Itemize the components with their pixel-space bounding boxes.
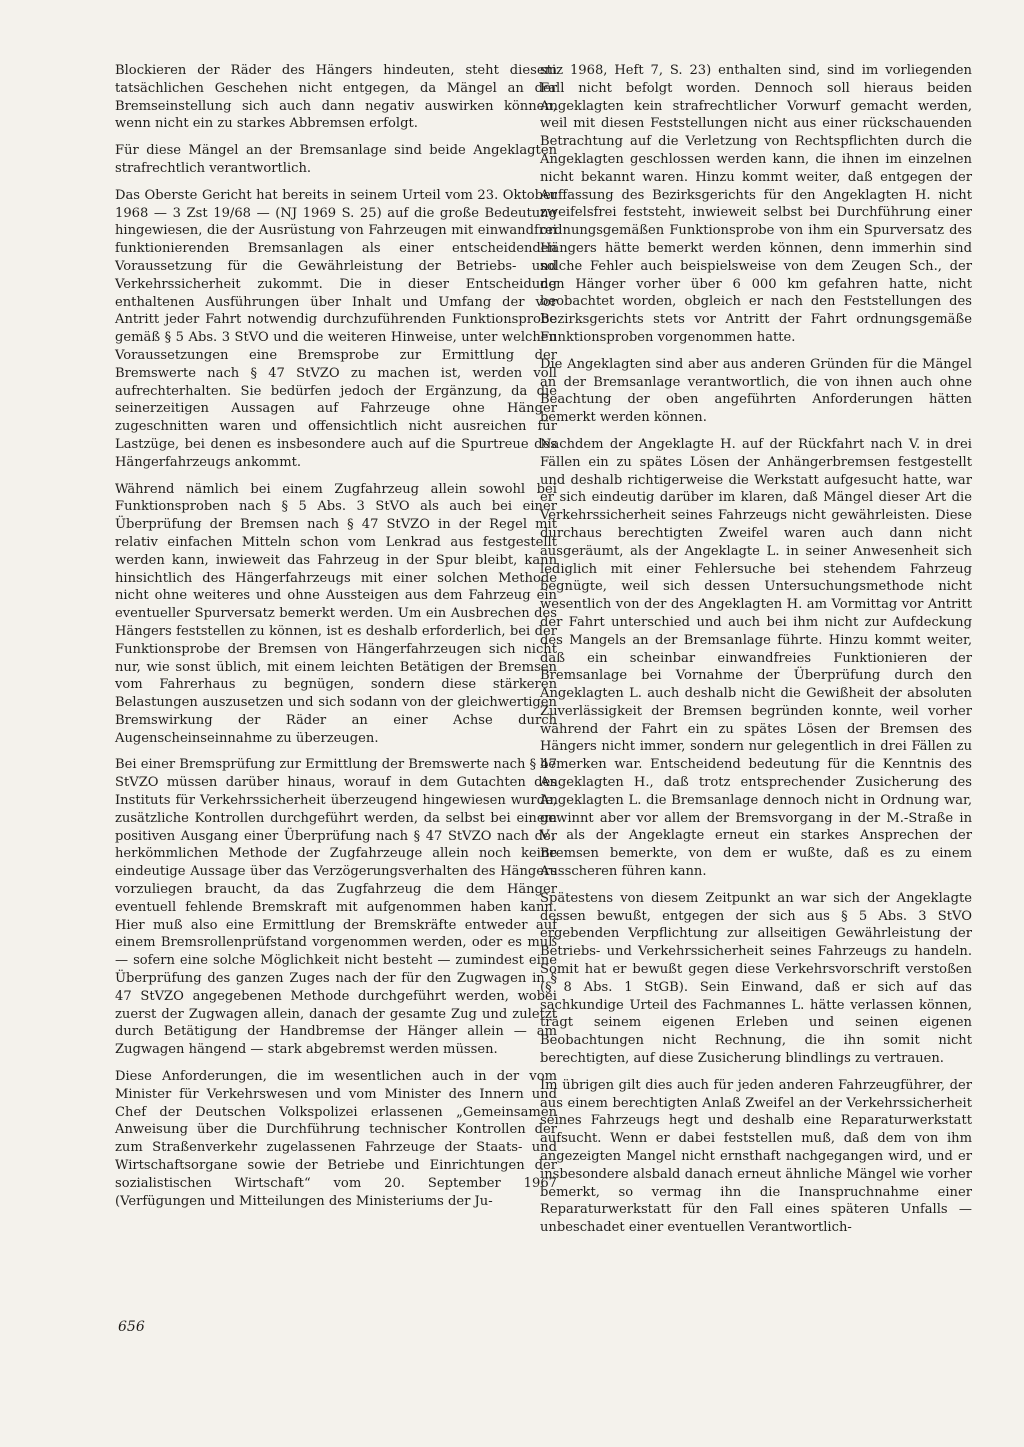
paragraph: Während nämlich bei einem Zugfahrzeug allein sowohl bei Funktionsproben nach § 5 Abs. 3 StVO als auch bei einer Überprüfung der Bremsen nach § 47 StVZO in der Regel mit relativ einfachen Mitteln schon vom Lenkrad aus festgestellt werden kann, inwieweit das Fahrzeug in der Spur bleibt, kann hinsichtlich des Hängerfahrzeugs mit einer solchen Methode nicht ohne weiteres und ohne Aussteigen aus dem Fahrzeug ein eventueller Spurversatz bemerkt werden. Um ein Ausbrechen des Hängers feststellen zu können, ist es deshalb erforderlich, bei der Funktionsprobe der Bremsen von Hängerfahrzeugen sich nicht nur, wie sonst üblich, mit einem leichten Betätigen der Bremsen vom Fahrerhaus zu begnügen, sondern diese stärkeren Belastungen auszusetzen und sich sodann von der gleichwertigen Bremswirkung der Räder an einer Achse durch Augenscheinseinnahme zu überzeugen. [115, 481, 557, 746]
paragraph: Spätestens von diesem Zeitpunkt an war sich der Angeklagte dessen bewußt, entgegen der sich aus § 5 Abs. 3 StVO ergebenden Verpflichtung zur allseitigen Gewährleistung der Betriebs- und Verkehrssicherheit seines Fahrzeugs zu handeln. Somit hat er bewußt gegen diese Verkehrsvorschrift verstoßen (§ 8 Abs. 1 StGB). Sein Einwand, daß er sich auf das sachkundige Urteil des Fachmannes L. hätte verlassen können, trägt seinem eigenen Erleben und seinen eigenen Beobachtungen nicht Rechnung, die ihn somit nicht berechtigten, auf diese Zusicherung blindlings zu vertrauen. [540, 890, 972, 1067]
right-column [540, 62, 972, 1246]
paragraph: Bei einer Bremsprüfung zur Ermittlung der Bremswerte nach § 47 StVZO müssen darüber hinaus, worauf in dem Gutachten des Instituts für Verkehrssicherheit überzeugend hingewiesen wurde, zusätzliche Kontrollen durchgeführt werden, da selbst bei einem positiven Ausgang einer Überprüfung nach § 47 StVZO nach der herkömmlichen Methode der Zugfahrzeuge allein noch keine eindeutige Aussage über das Verzögerungsverhalten des Hängers vorzuliegen braucht, da das Zugfahrzeug die dem Hänger eventuell fehlende Bremskraft mit aufgenommen haben kann. Hier muß also eine Ermittlung der Bremskräfte entweder auf einem Bremsrollenprüfstand vorgenommen werden, oder es muß — sofern eine solche Möglichkeit nicht besteht — zumindest eine Überprüfung des ganzen Zuges nach der für den Zugwagen in § 47 StVZO angegebenen Methode durchgeführt werden, wobei zuerst der Zugwagen allein, danach der gesamte Zug und zuletzt durch Betätigung der Handbremse der Hänger allein — am Zugwagen hängend — stark abgebremst werden müssen. [115, 757, 557, 1058]
paragraph: Das Oberste Gericht hat bereits in seinem Urteil vom 23. Oktober 1968 — 3 Zst 19/68 — (NJ 1969 S. 25) auf die große Bedeutung hingewiesen, die der Ausrüstung von Fahrzeugen mit einwandfrei funktionierenden Bremsanlagen als einer entscheidenden Voraussetzung für die Gewährleistung der Betriebs- und Verkehrssicherheit zukommt. Die in dieser Entscheidung enthaltenen Ausführungen über Inhalt und Umfang der vor Antritt jeder Fahrt notwendig durchzuführenden Funktionsprobe gemäß § 5 Abs. 3 StVO und die weiteren Hinweise, unter welchen Voraussetzungen eine Bremsprobe zur Ermittlung der Bremswerte nach § 47 StVZO zu machen ist, werden voll aufrechterhalten. Sie bedürfen jedoch der Ergänzung, da die seinerzeitigen Aussagen auf Fahrzeuge ohne Hänger zugeschnitten waren und offensichtlich nicht ausreichen für Lastzüge, bei denen es insbesondere auch auf die Spurtreue des Hängerfahrzeugs ankommt. [115, 187, 557, 470]
page-number: 656 [118, 1319, 145, 1335]
paragraph: Für diese Mängel an der Bremsanlage sind beide Angeklagten strafrechtlich verantwortlich. [115, 143, 557, 176]
paragraph: Diese Anforderungen, die im wesentlichen auch in der vom Minister für Verkehrswesen und vom Minister des Innern und Chef der Deutschen Volkspolizei erlassenen „Gemeinsamen Anweisung über die Durchführung technischer Kontrollen der zum Straßenverkehr zugelassenen Fahrzeuge der Staats- und Wirtschaftsorgane sowie der Betriebe und Einrichtungen der sozialistischen Wirtschaft“ vom 20. September 1967 (Verfügungen und Mitteilungen des Ministeriums der Ju- [115, 1069, 557, 1209]
paragraph: stiz 1968, Heft 7, S. 23) enthalten sind, sind im vorliegenden Fall nicht befolgt worden. Dennoch soll hieraus beiden Angeklagten kein strafrechtlicher Vorwurf gemacht werden, weil mit diesen Feststellungen nicht aus einer rückschauenden Betrachtung auf die Verletzung von Rechtspflichten durch die Angeklagten geschlossen werden kann, die ihnen im einzelnen nicht bekannt waren. Hinzu kommt weiter, daß entgegen der Auffassung des Bezirksgerichts für den Angeklagten H. nicht zweifelsfrei feststeht, inwieweit selbst bei Durchführung einer ordnungsgemäßen Funktionsprobe von ihm ein Spurversatz des Hängers hätte bemerkt werden können, denn immerhin sind solche Fehler auch beispielsweise von dem Zeugen Sch., der den Hänger vorher über 6 000 km gefahren hatte, nicht beobachtet worden, obgleich er nach den Feststellungen des Bezirksgerichts stets vor Antritt der Fahrt ordnungsgemäße Funktionsproben vorgenommen hatte. [540, 63, 972, 345]
left-column [115, 62, 557, 1219]
paragraph: Blockieren der Räder des Hängers hindeuten, steht diesem tatsächlichen Geschehen nicht entgegen, da Mängel an der Bremseinstellung sich auch dann negativ auswirken können, wenn nicht ein zu starkes Abbremsen erfolgt. [115, 63, 557, 132]
paragraph: Im übrigen gilt dies auch für jeden anderen Fahrzeugführer, der aus einem berechtigten Anlaß Zweifel an der Verkehrssicherheit seines Fahrzeugs hegt und deshalb eine Reparaturwerkstatt aufsucht. Wenn er dabei feststellen muß, daß dem von ihm angezeigten Mangel nicht ernsthaft nachgegangen wird, und er insbesondere alsbald danach erneut ähnliche Mängel wie vorher bemerkt, so vermag ihn die Inanspruchnahme einer Reparaturwerkstatt für den Fall eines späteren Unfalls — unbeschadet einer eventuellen Verantwortlich- [540, 1077, 972, 1236]
paragraph: Die Angeklagten sind aber aus anderen Gründen für die Mängel an der Bremsanlage verantwortlich, die von ihnen auch ohne Beachtung der oben angeführten Anforderungen hätten bemerkt werden können. [540, 356, 972, 426]
paragraph: Nachdem der Angeklagte H. auf der Rückfahrt nach V. in drei Fällen ein zu spätes Lösen der Anhängerbremsen festgestellt und deshalb richtigerweise die Werkstatt aufgesucht hatte, war er sich eindeutig darüber im klaren, daß Mängel dieser Art die Verkehrssicherheit seines Fahrzeugs nicht gewährleisten. Diese durchaus berechtigten Zweifel waren auch dann nicht ausgeräumt, als der Angeklagte L. in seiner Anwesenheit sich lediglich mit einer Fehlersuche bei stehendem Fahrzeug begnügte, weil sich dessen Untersuchungsmethode nicht wesentlich von der des Angeklagten H. am Vormittag vor Antritt der Fahrt unterschied und auch bei ihm nicht zur Aufdeckung des Mangels an der Bremsanlage führte. Hinzu kommt weiter, daß ein scheinbar einwandfreies Funktionieren der Bremsanlage bei Vornahme der Überprüfung durch den Angeklagten L. auch deshalb nicht die Gewißheit der absoluten Zuverlässigkeit der Bremsen begründen konnte, weil vorher während der Fahrt ein zu spätes Lösen der Bremsen des Hängers nicht immer, sondern nur gelegentlich in drei Fällen zu bemerken war. Entscheidend bedeutung für die Kenntnis des Angeklagten H., daß trotz entsprechender Zusicherung des Angeklagten L. die Bremsanlage dennoch nicht in Ordnung war, gewinnt aber vor allem der Bremsvorgang in der M.-Straße in V., als der Angeklagte erneut ein starkes Ansprechen der Bremsen bemerkte, von dem er wußte, daß es zu einem Ausscheren führen kann. [540, 436, 972, 880]
